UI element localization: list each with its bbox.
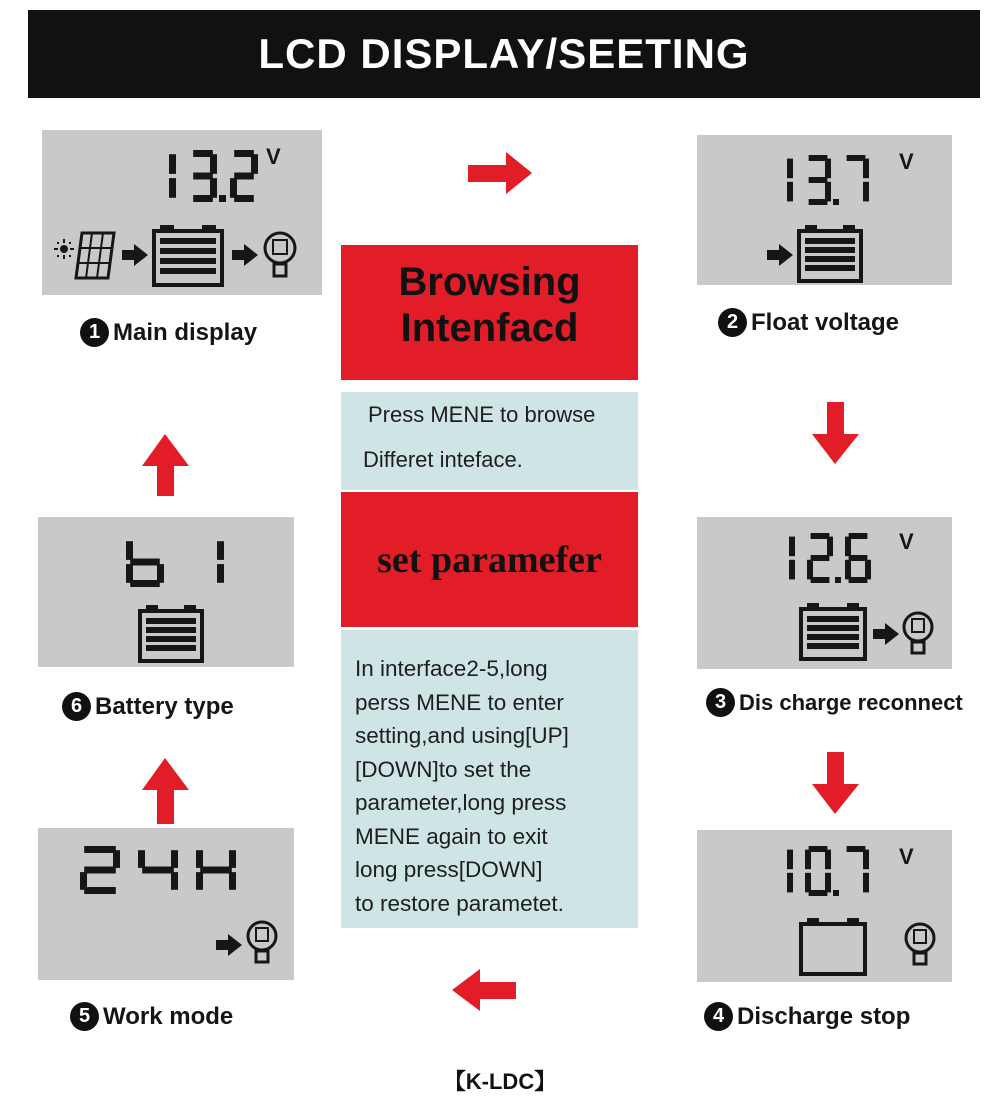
setting-line: MENE again to exit — [355, 823, 548, 849]
digit-segment — [811, 577, 830, 583]
digit-segment — [138, 850, 145, 868]
browsing-heading-box — [341, 245, 638, 380]
caption-battery-type — [62, 692, 234, 721]
digit-segment — [169, 154, 176, 174]
setting-line: setting,and using[UP] — [355, 723, 569, 748]
digit-segment — [169, 178, 176, 198]
digit-segment — [787, 873, 793, 893]
seven-segment-reading — [789, 533, 871, 583]
digit-segment — [251, 154, 258, 174]
digit-segment — [807, 560, 813, 580]
panel-label: Discharge stop — [737, 1002, 911, 1030]
lcd-work-mode — [38, 828, 294, 980]
page-title: LCD DISPLAY/SEETING — [258, 30, 750, 77]
arrow-icon — [767, 244, 793, 266]
digit-segment — [845, 560, 851, 580]
setting-line: parameter,long press — [355, 790, 567, 815]
digit-segment — [193, 150, 213, 157]
arrow-down-icon — [812, 752, 859, 814]
browsing-heading-line: Browsing — [398, 260, 581, 304]
decimal-point — [833, 199, 839, 205]
caption-float-voltage — [718, 308, 899, 337]
arrow-icon — [232, 244, 258, 266]
battery-icon — [154, 225, 222, 285]
title-banner — [28, 10, 980, 98]
digit-segment — [210, 154, 217, 174]
digit-segment — [229, 872, 236, 890]
solar-panel-icon — [54, 233, 114, 278]
digit-segment — [84, 887, 116, 894]
lcd-graphics — [38, 517, 294, 667]
voltage-unit: V — [899, 149, 914, 174]
arrow-icon — [122, 244, 148, 266]
step-number: 1 — [80, 318, 109, 347]
bulb-icon — [904, 613, 932, 653]
digit-segment — [847, 155, 866, 161]
digit-segment — [787, 850, 793, 870]
panel-label: Battery type — [95, 692, 234, 720]
digit-segment — [193, 173, 213, 180]
caption-discharge-stop — [704, 1002, 910, 1031]
lcd-graphics — [38, 828, 294, 980]
seven-segment-reading — [126, 541, 224, 587]
browse-line: Differet inteface. — [363, 447, 523, 472]
digit-segment — [787, 159, 793, 179]
digit-segment — [230, 178, 237, 198]
digit-segment — [217, 541, 224, 560]
digit-segment — [811, 555, 830, 561]
digit-segment — [825, 159, 831, 179]
voltage-unit: V — [899, 844, 914, 869]
arrow-right-icon — [468, 152, 532, 194]
digit-segment — [849, 533, 868, 539]
digit-segment — [825, 850, 831, 870]
digit-segment — [863, 159, 869, 179]
browsing-heading-line: Intenfacd — [400, 306, 579, 350]
digit-segment — [811, 533, 830, 539]
step-number: 4 — [704, 1002, 733, 1031]
digit-segment — [805, 850, 811, 870]
arrow-icon — [873, 623, 899, 645]
digit-segment — [825, 873, 831, 893]
seven-segment-reading — [787, 846, 869, 896]
digit-segment — [789, 537, 795, 557]
digit-segment — [126, 564, 133, 583]
digit-segment — [80, 872, 87, 890]
digit-segment — [126, 541, 133, 560]
digit-segment — [809, 199, 828, 205]
lcd-float-voltage — [697, 135, 952, 285]
seven-segment-reading — [787, 155, 869, 205]
set-parameter-heading: set paramefer — [377, 538, 602, 581]
bulb-icon — [248, 922, 276, 962]
digit-segment — [863, 182, 869, 202]
digit-segment — [113, 850, 120, 868]
digit-segment — [865, 560, 871, 580]
setting-line: In interface2-5,long — [355, 656, 548, 681]
digit-segment — [234, 195, 254, 202]
digit-segment — [825, 182, 831, 202]
digit-segment — [193, 195, 213, 202]
digit-segment — [196, 872, 203, 890]
decimal-point — [835, 577, 841, 583]
digit-segment — [809, 890, 828, 896]
digit-segment — [863, 873, 869, 893]
digit-segment — [805, 873, 811, 893]
digit-segment — [847, 846, 866, 852]
digit-segment — [809, 155, 828, 161]
digit-segment — [809, 177, 828, 183]
step-number: 6 — [62, 692, 91, 721]
step-number: 5 — [70, 1002, 99, 1031]
browse-instructions — [341, 392, 638, 490]
decimal-point — [219, 195, 226, 202]
model-label: 【K-LDC】 — [443, 1069, 557, 1094]
digit-segment — [196, 850, 203, 868]
battery-icon — [799, 225, 861, 281]
digit-segment — [849, 577, 868, 583]
setting-line: long press[DOWN] — [355, 857, 543, 882]
lcd-discharge-reconnect — [697, 517, 952, 669]
digit-segment — [827, 537, 833, 557]
arrow-down-icon — [812, 402, 859, 464]
battery-icon — [801, 603, 865, 659]
digit-segment — [229, 850, 236, 868]
digit-segment — [787, 182, 793, 202]
arrow-icon — [216, 934, 242, 956]
voltage-unit: V — [266, 144, 281, 169]
battery-icon — [801, 918, 865, 974]
panel-label: Dis charge reconnect — [739, 689, 963, 715]
digit-segment — [84, 867, 116, 874]
setting-line: [DOWN]to set the — [355, 756, 532, 782]
battery-icon — [140, 605, 202, 661]
browse-line: Press MENE to browse — [368, 402, 596, 427]
seven-segment-reading — [80, 846, 236, 894]
voltage-unit: V — [899, 529, 914, 554]
digit-segment — [217, 564, 224, 583]
digit-segment — [809, 846, 828, 852]
arrow-up-icon — [142, 758, 189, 824]
step-number: 2 — [718, 308, 747, 337]
digit-segment — [210, 178, 217, 198]
panel-label: Main display — [113, 318, 258, 346]
setting-line: perss MENE to enter — [355, 689, 564, 715]
digit-segment — [171, 872, 178, 890]
digit-segment — [863, 850, 869, 870]
digit-segment — [200, 867, 232, 874]
digit-segment — [845, 537, 851, 557]
digit-segment — [849, 555, 868, 561]
caption-work-mode — [70, 1002, 233, 1031]
setting-instructions — [341, 630, 638, 928]
lcd-main-display — [42, 130, 322, 295]
bulb-icon — [265, 233, 295, 276]
digit-segment — [157, 564, 164, 583]
bulb-icon — [906, 924, 934, 964]
set-parameter-heading-box — [341, 492, 638, 627]
caption-main-display — [80, 318, 257, 347]
step-number: 3 — [706, 688, 735, 717]
arrow-left-icon — [452, 969, 516, 1011]
digit-segment — [234, 150, 254, 157]
digit-segment — [234, 173, 254, 180]
digit-segment — [142, 867, 174, 874]
lcd-discharge-stop — [697, 830, 952, 982]
digit-segment — [789, 560, 795, 580]
decimal-point — [833, 890, 839, 896]
setting-line: to restore parametet. — [355, 890, 564, 916]
digit-segment — [84, 846, 116, 853]
arrow-up-icon — [142, 434, 189, 496]
digit-segment — [130, 580, 160, 587]
digit-segment — [171, 850, 178, 868]
panel-label: Float voltage — [751, 308, 900, 336]
seven-segment-reading — [169, 150, 258, 202]
digit-segment — [130, 559, 160, 566]
caption-discharge-reconnect — [706, 688, 963, 717]
panel-label: Work mode — [103, 1002, 234, 1030]
lcd-battery-type — [38, 517, 294, 667]
